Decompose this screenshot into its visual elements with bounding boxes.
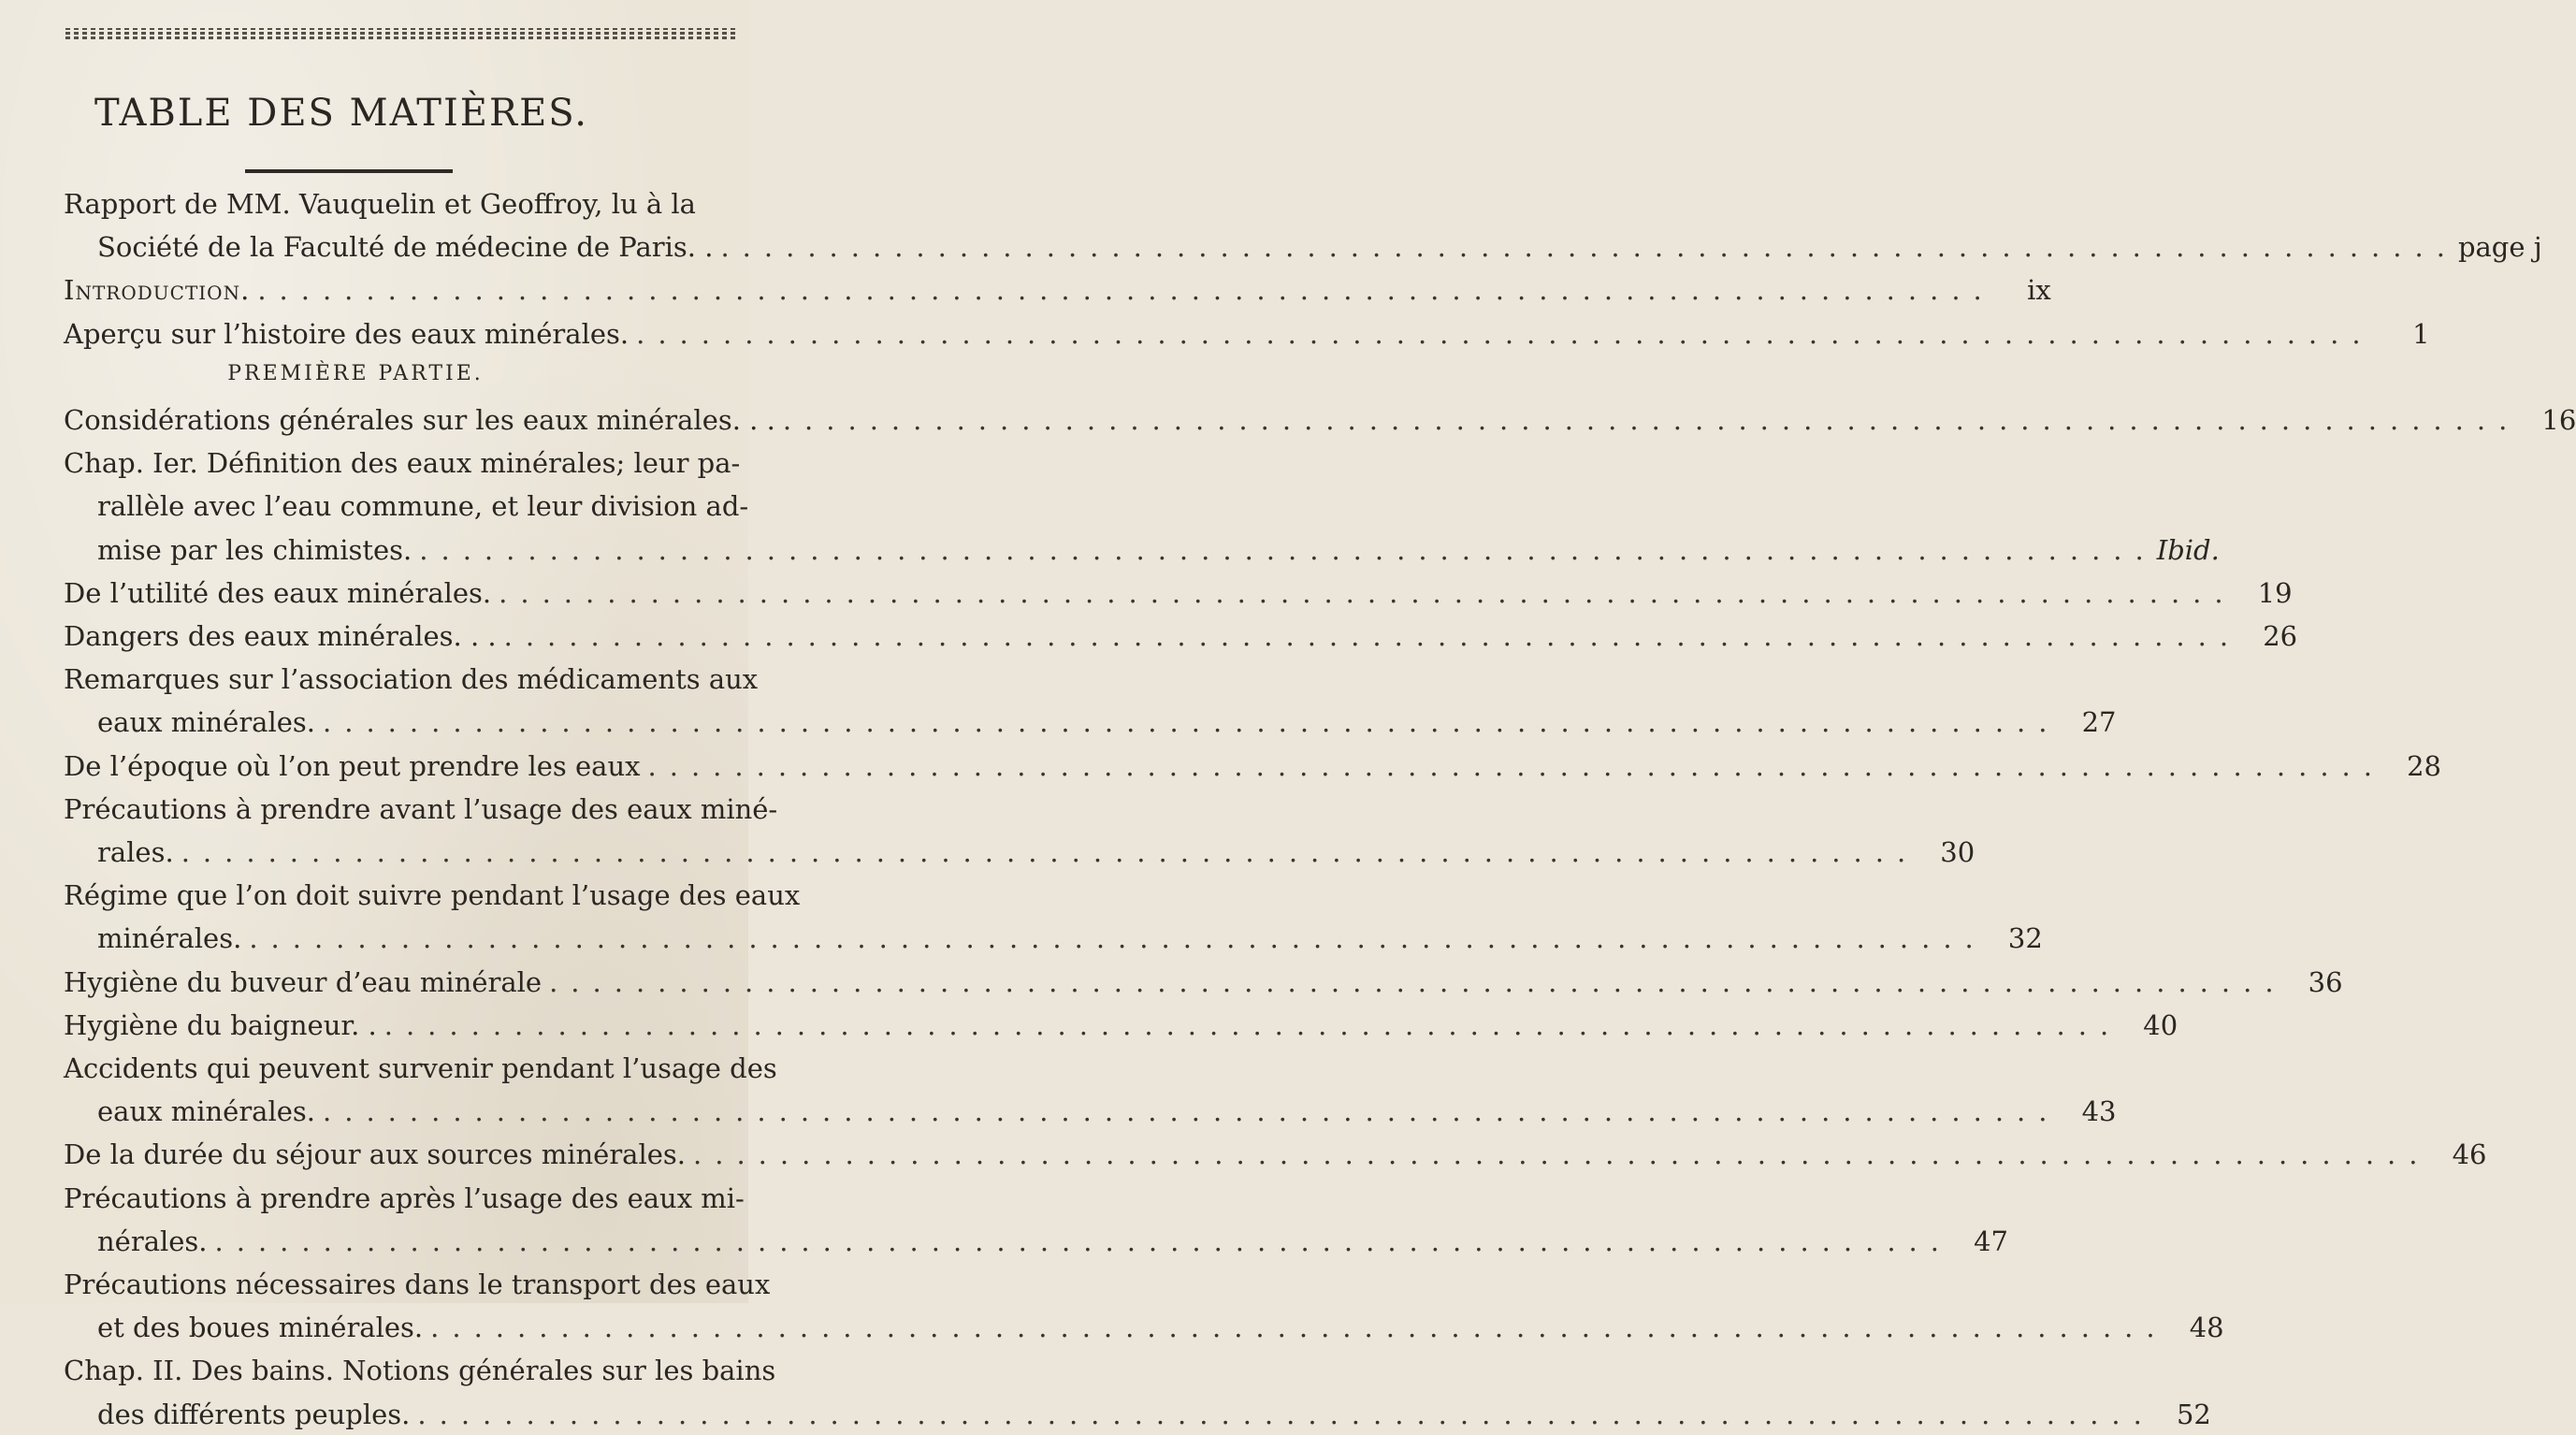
toc-entry-text: Rapport de MM. Vauquelin et Geoffroy, lu à la — [64, 188, 696, 220]
toc-page-number: page j — [2457, 231, 2542, 264]
toc-entry-text: Régime que l’on doit suivre pendant l’usage des eaux — [64, 879, 801, 912]
toc-entry-text: Aperçu sur l’histoire des eaux minérales. — [64, 317, 630, 350]
toc-entry-line — [64, 1005, 2178, 1046]
leader-dots: ................................................................................ — [503, 620, 2242, 652]
toc-entry-text: mise par les chimistes. — [97, 533, 412, 566]
toc-entry-text: rales. — [97, 836, 174, 868]
toc-page-number: 48 — [2189, 1312, 2224, 1344]
toc-entry-line — [97, 918, 2043, 959]
leader-dots: ................................................................................ — [257, 274, 1995, 307]
toc-entry-line — [97, 1091, 2117, 1132]
toc-entry-text: Dangers des eaux minérales. . . — [64, 620, 497, 652]
toc-entry-text: des différents peuples. — [97, 1398, 411, 1430]
toc-entry-text: Précautions à prendre après l’usage des eaux mi- — [64, 1181, 745, 1214]
toc-entry-text: Considérations générales sur les eaux minérales. . . — [64, 404, 775, 436]
toc-entry-text: Remarques sur l’association des médicaments aux — [64, 663, 759, 696]
leader-dots: ................................................................................ — [430, 1312, 2168, 1344]
toc-page-number: 52 — [2176, 1398, 2211, 1430]
toc-entry-text: Hygiène du baigneur. . — [64, 1008, 377, 1041]
toc-entry-line — [97, 1394, 2211, 1435]
toc-entry-line — [97, 226, 2542, 268]
leader-dots: ................................................................................ — [720, 231, 2458, 264]
toc-entry-line — [64, 269, 2051, 311]
leader-dots: ................................................................................ — [417, 1398, 2155, 1430]
toc-entry-text: Introduction. — [64, 274, 251, 307]
toc-entry-text: De la durée du séjour aux sources minérales. — [64, 1138, 687, 1171]
toc-entry-text: De l’époque où l’on peut prendre les eaux — [64, 749, 641, 782]
leader-dots: ................................................................................ — [693, 1138, 2431, 1171]
toc-entry-text: Chap. II. Des bains. Notions générales sur les bains — [64, 1355, 776, 1387]
toc-entry-line — [64, 183, 696, 225]
toc-page-number: 40 — [2143, 1008, 2178, 1041]
toc-page-number: 47 — [1974, 1225, 2008, 1257]
toc-page-number: 43 — [2081, 1095, 2117, 1128]
toc-entry-line — [97, 1221, 2008, 1262]
leader-dots: ................................................................................ — [636, 317, 2374, 350]
toc-entry-line — [64, 789, 777, 830]
toc-page-number: 28 — [2407, 749, 2441, 782]
leader-dots: ................................................................................ — [782, 404, 2521, 436]
toc-entry-text: eaux minérales. — [97, 706, 316, 739]
toc-entry-text: Société de la Faculté de médecine de Paris. . — [97, 231, 714, 264]
toc-entry-line — [64, 1178, 745, 1219]
toc-page-number: 1 — [2412, 317, 2430, 350]
toc-entry-text: Accidents qui peuvent survenir pendant l’usage des — [64, 1052, 777, 1084]
toc-entry-line — [64, 1048, 777, 1089]
toc-entry-text: De l’utilité des eaux minérales. — [64, 576, 492, 609]
toc-entry-line — [64, 746, 2441, 787]
toc-entry-text: Chap. Ier. Définition des eaux minérales; leur pa- — [64, 447, 741, 480]
toc-entry-line — [64, 875, 800, 916]
leader-dots: ................................................................................ — [249, 922, 1987, 955]
toc-page-number: 32 — [2007, 922, 2043, 955]
toc-entry-line — [64, 313, 2430, 355]
toc-entry-line — [64, 659, 758, 700]
leader-dots: ................................................................................ — [214, 1225, 1952, 1257]
toc-page-number: 27 — [2081, 706, 2117, 739]
toc-entry-line — [64, 962, 2343, 1003]
toc-entry-line — [64, 1264, 770, 1305]
toc-entry-line — [64, 399, 2576, 441]
toc-entry-text: nérales. — [97, 1225, 208, 1257]
toc-page-number: 30 — [1940, 836, 1975, 868]
toc-entry-text: et des boues minérales. — [97, 1312, 424, 1344]
toc-entry-text: eaux minérales. — [97, 1095, 316, 1128]
toc-entry-line — [64, 616, 2298, 657]
toc-entry-line — [64, 442, 740, 484]
toc-entry-text: Hygiène du buveur d’eau minérale — [64, 965, 543, 998]
toc-page-number: Ibid. — [2156, 533, 2220, 566]
toc-page-number: 26 — [2263, 620, 2298, 652]
leader-dots: ................................................................................ — [323, 1095, 2061, 1128]
toc-entry-text: rallèle avec l’eau commune, et leur division ad- — [97, 490, 749, 523]
part-heading: PREMIÈRE PARTIE. — [227, 361, 484, 385]
leader-dots: ................................................................................ — [384, 1008, 2122, 1041]
toc-entry-line — [97, 832, 1975, 873]
leader-dots: ................................................................................ — [499, 576, 2236, 609]
toc-entry-line — [97, 702, 2117, 743]
toc-entry-line — [64, 1134, 2487, 1175]
toc-page-number: ix — [2027, 274, 2051, 307]
toc-page-number: 46 — [2452, 1138, 2487, 1171]
toc-entry-line — [64, 573, 2293, 614]
toc-page-number: 16 — [2541, 404, 2576, 436]
toc-entry-line — [97, 1307, 2224, 1348]
toc-entry-text: minérales. — [97, 922, 242, 955]
toc-page-number: 36 — [2308, 965, 2343, 998]
leader-dots: ................................................................................ — [647, 749, 2385, 782]
toc-entry-text: Précautions nécessaires dans le transport des eaux — [64, 1268, 771, 1300]
toc-entry-line — [64, 1350, 775, 1391]
leader-dots: ................................................................................ — [549, 965, 2287, 998]
toc-page-number: 19 — [2257, 576, 2293, 609]
leader-dots: ................................................................................ — [419, 533, 2157, 566]
toc-entry-line — [97, 529, 2220, 571]
leader-dots: ................................................................................ — [181, 836, 1919, 868]
leader-dots: ................................................................................ — [323, 706, 2061, 739]
toc-entry-line — [97, 486, 748, 527]
toc-entry-text: Précautions à prendre avant l’usage des eaux miné- — [64, 792, 778, 825]
page-title: TABLE DES MATIÈRES. — [94, 92, 588, 135]
